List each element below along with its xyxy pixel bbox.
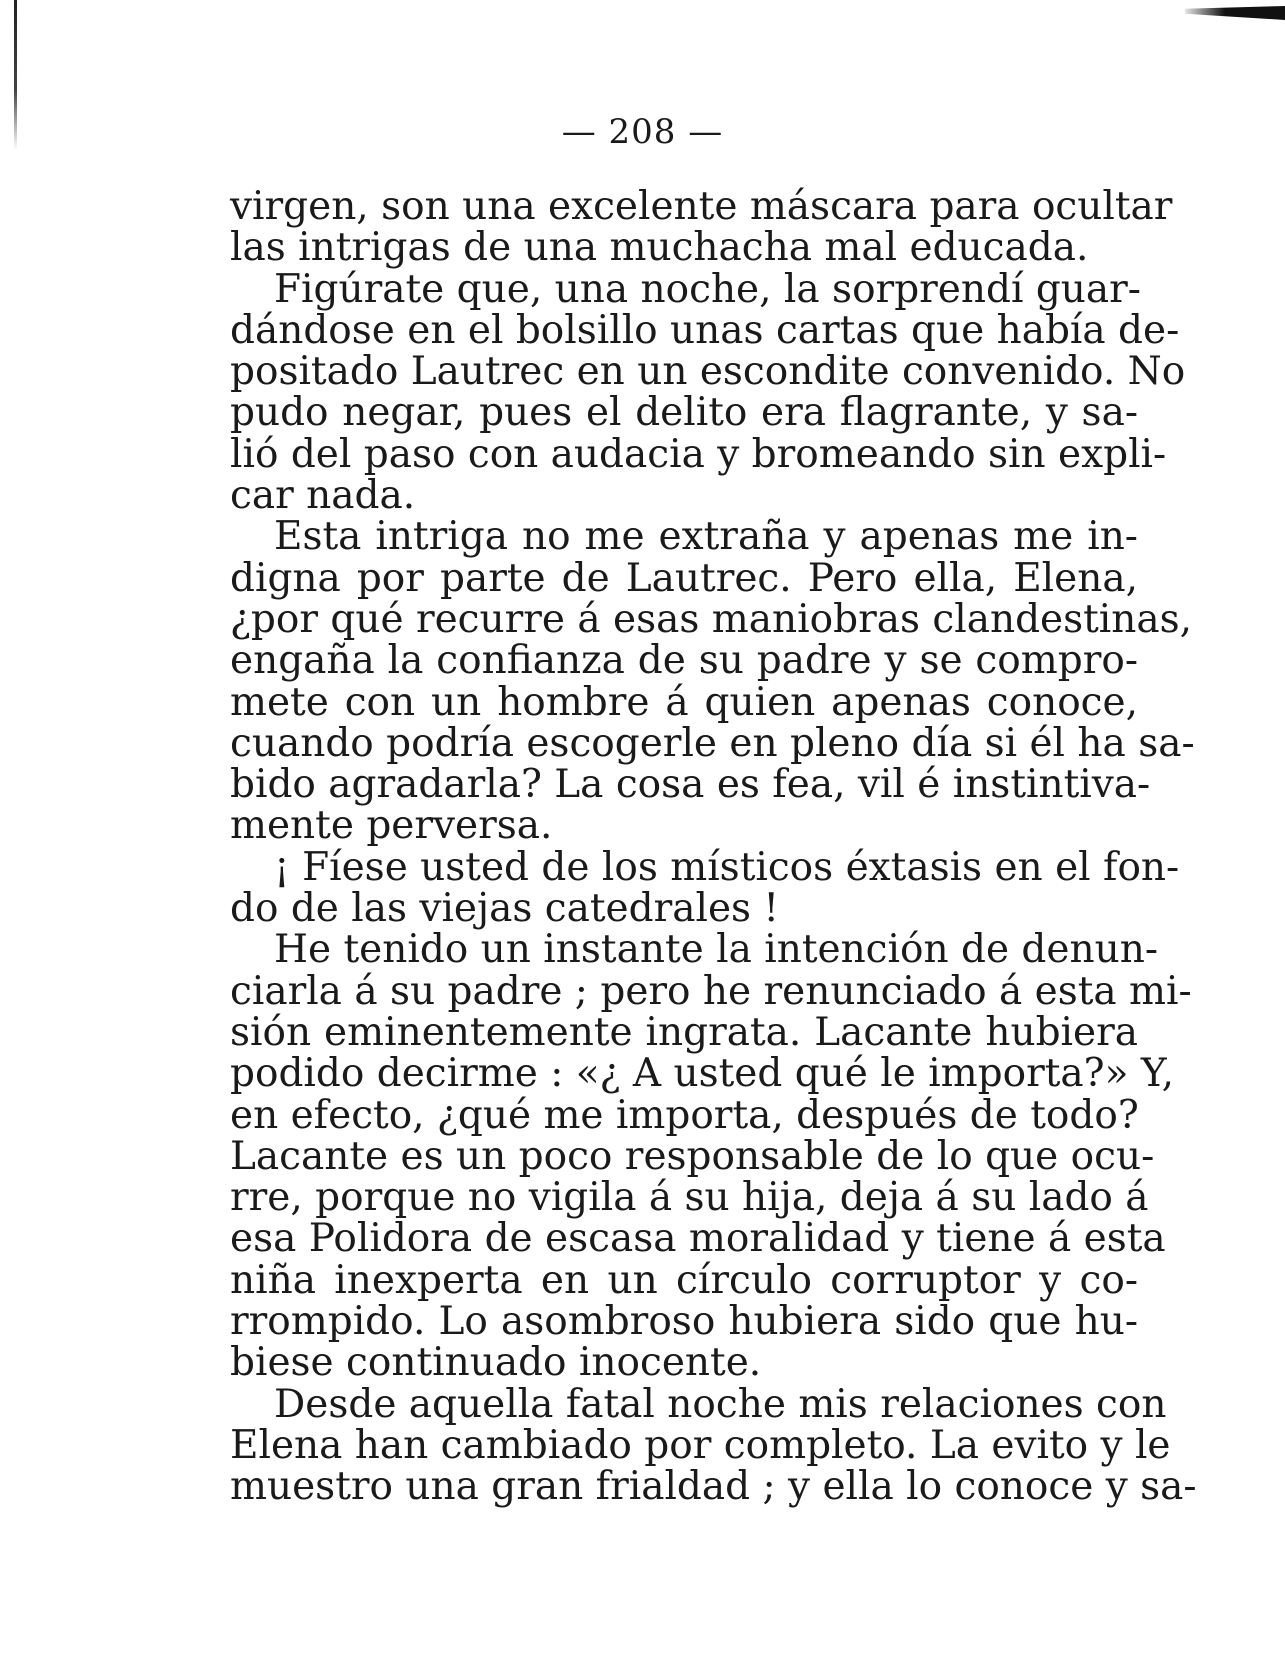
- scan-edge-top: [1185, 6, 1285, 20]
- text-line: podido decirme : «¿ A usted qué le importa?» Y,: [230, 1051, 1174, 1097]
- text-line: mente perversa.: [230, 803, 553, 849]
- text-line: en efecto, ¿qué me importa, después de todo?: [230, 1092, 1139, 1138]
- text-line: sión eminentemente ingrata. Lacante hubiera: [230, 1009, 1138, 1055]
- text-line: mete con un hombre á quien apenas conoce,: [230, 679, 1138, 725]
- text-line: Elena han cambiado por completo. La evito y le: [230, 1422, 1171, 1468]
- text-line: Esta intriga no me extraña y apenas me in-: [274, 514, 1138, 560]
- text-line: Figúrate que, una noche, la sorprendí guar-: [274, 266, 1141, 312]
- text-line: niña inexperta en un círculo corruptor y co-: [230, 1257, 1138, 1303]
- text-line: muestro una gran frialdad ; y ella lo conoce y sa-: [230, 1464, 1197, 1510]
- text-line: car nada.: [230, 473, 416, 519]
- text-line: ¡ Fíese usted de los místicos éxtasis en el fon-: [274, 844, 1180, 890]
- text-line: engaña la confianza de su padre y se compro-: [230, 638, 1138, 684]
- text-line: virgen, son una excelente máscara para ocultar: [230, 184, 1173, 229]
- text-line: las intrigas de una muchacha mal educada.: [230, 225, 1089, 271]
- text-line: lió del paso con audacia y bromeando sin expli-: [230, 431, 1167, 477]
- text-line: rre, porque no vigila á su hija, deja á su lado á: [230, 1175, 1149, 1221]
- text-line: He tenido un instante la intención de denun-: [274, 927, 1159, 973]
- text-line: ciarla á su padre ; pero he renunciado á esta mi-: [230, 968, 1192, 1014]
- text-line: dándose en el bolsillo unas cartas que había de-: [230, 307, 1180, 353]
- text-line: digna por parte de Lautrec. Pero ella, Elena,: [230, 555, 1138, 601]
- text-line: cuando podría escogerle en pleno día si él ha sa-: [230, 720, 1195, 766]
- text-line: esa Polidora de escasa moralidad y tiene á esta: [230, 1216, 1166, 1262]
- text-line: Desde aquella fatal noche mis relaciones con: [274, 1381, 1167, 1427]
- page-number: — 208 —: [561, 112, 724, 152]
- text-line: rrompido. Lo asombroso hubiera sido que hu-: [230, 1299, 1138, 1345]
- text-line: pudo negar, pues el delito era flagrante, y sa-: [230, 390, 1138, 436]
- body-text: [230, 184, 1197, 1510]
- text-line: bido agradarla? La cosa es fea, vil é instintiva-: [230, 762, 1151, 808]
- text-line: ¿por qué recurre á esas maniobras clandestinas,: [230, 596, 1193, 642]
- text-line: Lacante es un poco responsable de lo que ocu-: [230, 1133, 1155, 1179]
- text-line: do de las viejas catedrales !: [230, 886, 780, 932]
- text-line: positado Lautrec en un escondite convenido. No: [230, 349, 1186, 395]
- text-line: biese continuado inocente.: [230, 1340, 762, 1386]
